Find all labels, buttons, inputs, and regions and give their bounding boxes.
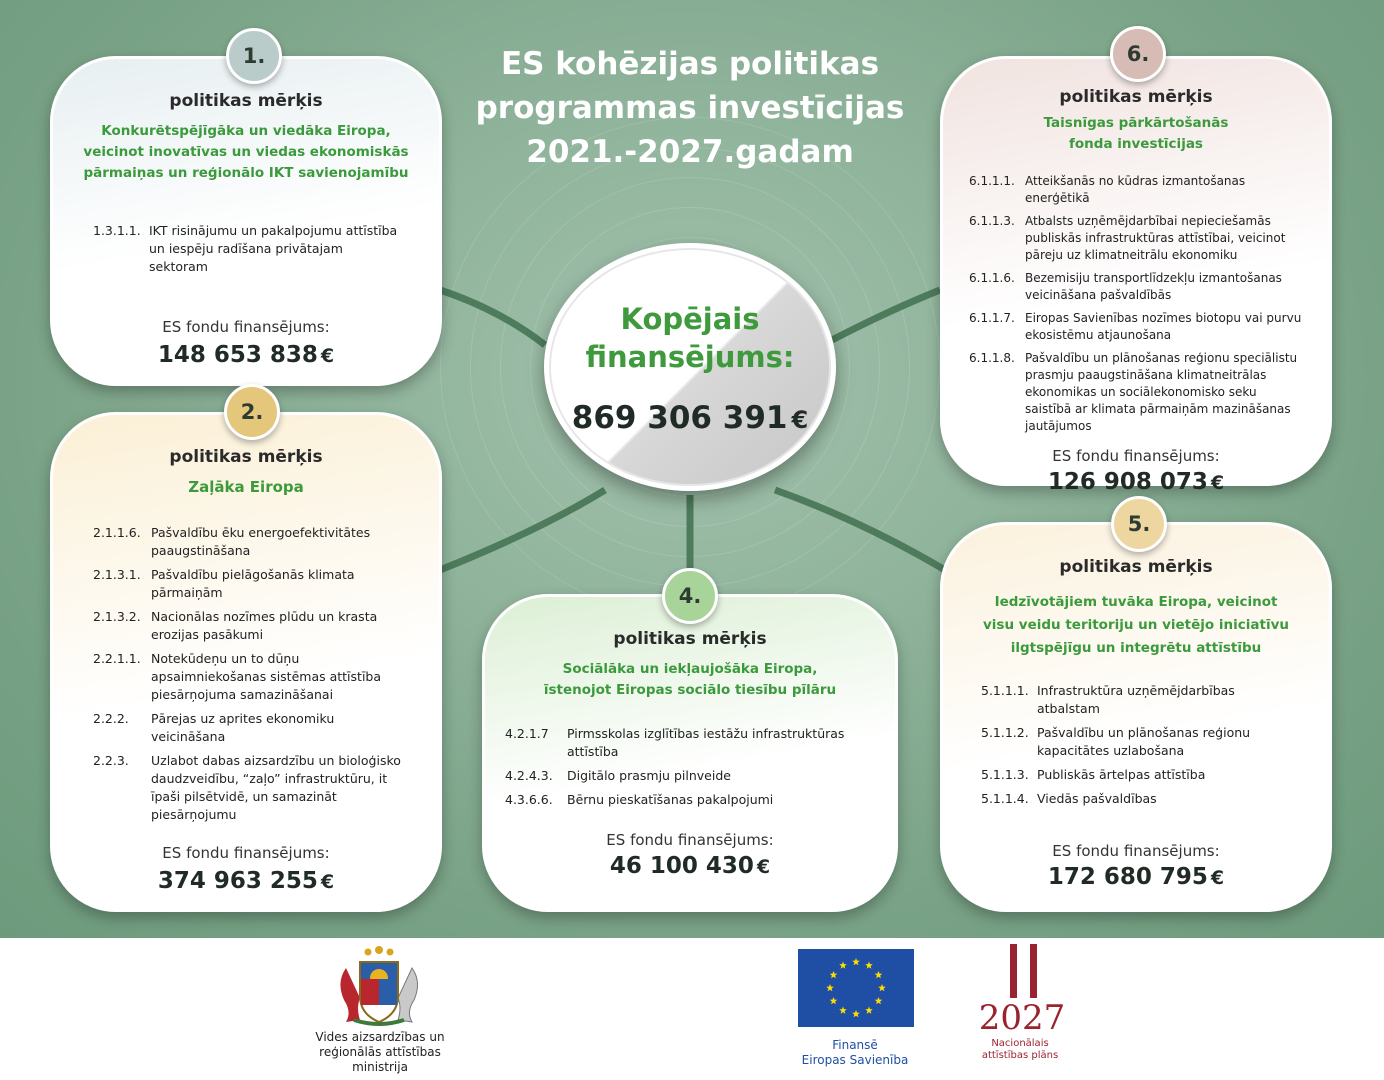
measure-text: Bezemisiju transportlīdzekļu izmantošanas veicināšana pašvaldībās: [1025, 271, 1282, 302]
measure-item: [969, 270, 1305, 304]
goal-name: [485, 659, 895, 701]
measure-item: [981, 766, 1299, 784]
measure-list: [505, 725, 875, 809]
fund-label: ES fondu finansējums:: [162, 844, 330, 862]
goal-name-line: Taisnīgas pārkārtošanās: [1043, 115, 1229, 131]
currency-symbol: €: [320, 345, 335, 367]
goal-label: politikas mērķis: [169, 91, 323, 111]
currency-symbol: €: [320, 871, 335, 893]
fund-label: ES fondu finansējums:: [1052, 447, 1220, 465]
measure-item: [93, 710, 403, 746]
measure-code: 1.3.1.1.: [93, 223, 141, 238]
fund-amount: [53, 868, 439, 894]
title-line: 2021.-2027.gadam: [526, 134, 854, 170]
total-funding-amount: [549, 400, 831, 436]
measure-text: Atbalsts uzņēmējdarbībai nepieciešamās publiskās infrastruktūras attīstībai, veicinot pāreju uz klimatneitrālu ekonomiku: [1025, 214, 1286, 262]
measure-list: [981, 682, 1299, 808]
measure-item: [981, 724, 1299, 760]
nap-label: [970, 1038, 1070, 1062]
measure-code: 2.1.3.2.: [93, 609, 141, 624]
measure-text: Pašvaldību ēku energoefektivitātes paaugstināšana: [151, 525, 371, 558]
goal-name: [943, 591, 1329, 660]
measure-text: Pašvaldību un plānošanas reģionu kapacitātes uzlabošana: [1037, 725, 1251, 758]
goal-number-badge: 6.: [1110, 26, 1166, 82]
currency-symbol: €: [1210, 472, 1225, 494]
measure-item: [93, 566, 403, 602]
fund-amount-value: 46 100 430: [609, 853, 754, 879]
goal-name-line: visu veidu teritoriju un vietējo iniciatīvu: [983, 617, 1289, 633]
fund-amount-value: 374 963 255: [157, 868, 318, 894]
total-label-line: Kopējais: [620, 302, 760, 336]
goal-name-line: pārmaiņas un reģionālo IKT savienojamību: [83, 165, 409, 181]
measure-text: Eiropas Savienības nozīmes biotopu vai purvu ekosistēmu atjaunošana: [1025, 311, 1302, 342]
goal-card-1: [50, 56, 442, 386]
goal-card-5: [940, 522, 1332, 912]
title-line: ES kohēzijas politikas: [500, 46, 880, 82]
currency-symbol: €: [1210, 867, 1225, 889]
measure-text: Nacionālas nozīmes plūdu un krasta erozijas pasākumi: [151, 609, 378, 642]
measure-text: Atteikšanās no kūdras izmantošanas enerģētikā: [1025, 174, 1246, 205]
nap-year: 2027: [978, 998, 1066, 1038]
fund-label: ES fondu finansējums:: [606, 831, 774, 849]
measure-text: Publiskās ārtelpas attīstība: [1037, 767, 1206, 782]
goal-number-badge: 2.: [224, 384, 280, 440]
measure-code: 5.1.1.3.: [981, 767, 1029, 782]
fund-amount-value: 126 908 073: [1047, 469, 1208, 495]
goal-number-badge: 5.: [1111, 496, 1167, 552]
goal-card-6: [940, 56, 1332, 495]
measure-item: [969, 213, 1305, 264]
measure-text: IKT risinājumu un pakalpojumu attīstība un iespēju radīšana privātajam sektoram: [149, 223, 398, 274]
goal-name-line: Sociālāka un iekļaujošāka Eiropa,: [562, 661, 818, 677]
measure-item: [981, 790, 1299, 808]
fund-amount: [943, 469, 1329, 495]
measure-list: [93, 222, 399, 276]
measure-text: Viedās pašvaldības: [1037, 791, 1157, 806]
measure-text: Digitālo prasmju pilnveide: [567, 768, 731, 783]
currency-symbol: €: [791, 406, 809, 434]
fund-label: ES fondu finansējums:: [162, 318, 330, 336]
goal-label: politikas mērķis: [613, 629, 767, 649]
measure-list: [93, 524, 403, 824]
total-amount-value: 869 306 391: [571, 400, 788, 436]
measure-item: [93, 650, 403, 704]
measure-text: Bērnu pieskatīšanas pakalpojumi: [567, 792, 774, 807]
goal-name: [943, 113, 1329, 155]
measure-item: [505, 791, 875, 809]
ministry-name-line: ministrija: [352, 1060, 408, 1074]
ministry-name-line: Vides aizsardzības un: [315, 1030, 445, 1044]
goal-name-line: veicinot inovatīvas un viedas ekonomiskās: [83, 144, 409, 160]
title-line: programmas investīcijas: [475, 90, 905, 126]
measure-code: 2.1.3.1.: [93, 567, 141, 582]
coat-of-arms-logo: [326, 942, 432, 1028]
measure-code: 4.2.1.7: [505, 726, 549, 741]
goal-number-badge: 4.: [662, 568, 718, 624]
nap-bars-logo: [990, 944, 1060, 998]
goal-name: [53, 477, 439, 498]
fund-amount-value: 148 653 838: [157, 342, 318, 368]
main-title: [440, 42, 940, 174]
measure-item: [93, 608, 403, 644]
measure-item: [969, 350, 1305, 435]
eu-funding-line: Eiropas Savienība: [801, 1053, 909, 1067]
ministry-name-line: reģionālās attīstības: [319, 1045, 441, 1059]
measure-item: [93, 524, 403, 560]
goal-name-line: fonda investīcijas: [1069, 136, 1203, 152]
measure-item: [93, 222, 399, 276]
measure-code: 2.2.1.1.: [93, 651, 141, 666]
fund-amount: [943, 864, 1329, 890]
goal-name-line: Zaļāka Eiropa: [188, 478, 304, 496]
measure-item: [93, 752, 403, 824]
goal-name-line: Konkurētspējīgāka un viedāka Eiropa,: [101, 123, 391, 139]
measure-text: Notekūdeņu un to dūņu apsaimniekošanas sistēmas attīstība piesārņojuma samazināšanai: [151, 651, 382, 702]
measure-code: 2.2.3.: [93, 753, 129, 768]
measure-code: 6.1.1.7.: [969, 311, 1015, 325]
measure-code: 6.1.1.1.: [969, 174, 1015, 188]
eu-flag-logo: [798, 949, 914, 1027]
measure-text: Pārejas uz aprites ekonomiku veicināšana: [151, 711, 335, 744]
measure-code: 5.1.1.1.: [981, 683, 1029, 698]
measure-item: [969, 310, 1305, 344]
goal-card-2: [50, 412, 442, 912]
goal-name-line: īstenojot Eiropas sociālo tiesību pīlāru: [543, 682, 837, 698]
measure-code: 4.2.4.3.: [505, 768, 553, 783]
total-funding-circle: [544, 243, 836, 491]
measure-code: 2.2.2.: [93, 711, 129, 726]
ministry-name: [300, 1030, 460, 1075]
goal-name-line: Iedzīvotājiem tuvāka Eiropa, veicinot: [994, 594, 1278, 610]
footer-logos: [0, 938, 1384, 1080]
measure-text: Pašvaldību un plānošanas reģionu speciālistu prasmju paaugstināšana klimatneitrālas ekonomikas un sociālekonomisko seku saistībā ar klimata pārmaiņām mazināšanas jautājumos: [1025, 351, 1298, 433]
currency-symbol: €: [756, 856, 771, 878]
measure-code: 2.1.1.6.: [93, 525, 141, 540]
measure-text: Infrastruktūra uzņēmējdarbības atbalstam: [1037, 683, 1235, 716]
fund-label: ES fondu finansējums:: [1052, 842, 1220, 860]
fund-amount: [53, 342, 439, 368]
measure-text: Pašvaldību pielāgošanās klimata pārmaiņām: [151, 567, 355, 600]
measure-code: 4.3.6.6.: [505, 792, 553, 807]
total-label-line: finansējums:: [585, 340, 795, 374]
goal-label: politikas mērķis: [169, 447, 323, 467]
goal-label: politikas mērķis: [1059, 87, 1213, 107]
nap-label-line: Nacionālais: [991, 1038, 1049, 1049]
measure-item: [505, 767, 875, 785]
goal-number-badge: 1.: [226, 28, 282, 84]
measure-code: 6.1.1.6.: [969, 271, 1015, 285]
measure-code: 6.1.1.8.: [969, 351, 1015, 365]
fund-amount: [485, 853, 895, 879]
goal-label: politikas mērķis: [1059, 557, 1213, 577]
measure-item: [505, 725, 875, 761]
goal-name-line: ilgtspējīgu un integrētu attīstību: [1010, 640, 1262, 656]
nap-label-line: attīstības plāns: [981, 1050, 1059, 1061]
measure-code: 5.1.1.2.: [981, 725, 1029, 740]
goal-card-4: [482, 594, 898, 912]
goal-name: [53, 121, 439, 184]
eu-funding-line: Finansē: [832, 1038, 878, 1052]
measure-text: Uzlabot dabas aizsardzību un bioloģisko daudzveidību, “zaļo” infrastruktūru, it īpaši pilsētvidē, un samazināt piesārņojumu: [151, 753, 401, 822]
fund-amount-value: 172 680 795: [1047, 864, 1208, 890]
eu-funding-label: [780, 1038, 930, 1068]
measure-code: 5.1.1.4.: [981, 791, 1029, 806]
measure-item: [969, 173, 1305, 207]
measure-text: Pirmsskolas izglītības iestāžu infrastruktūras attīstība: [567, 726, 845, 759]
measure-list: [969, 173, 1305, 435]
total-funding-label: [549, 300, 831, 376]
measure-code: 6.1.1.3.: [969, 214, 1015, 228]
measure-item: [981, 682, 1299, 718]
